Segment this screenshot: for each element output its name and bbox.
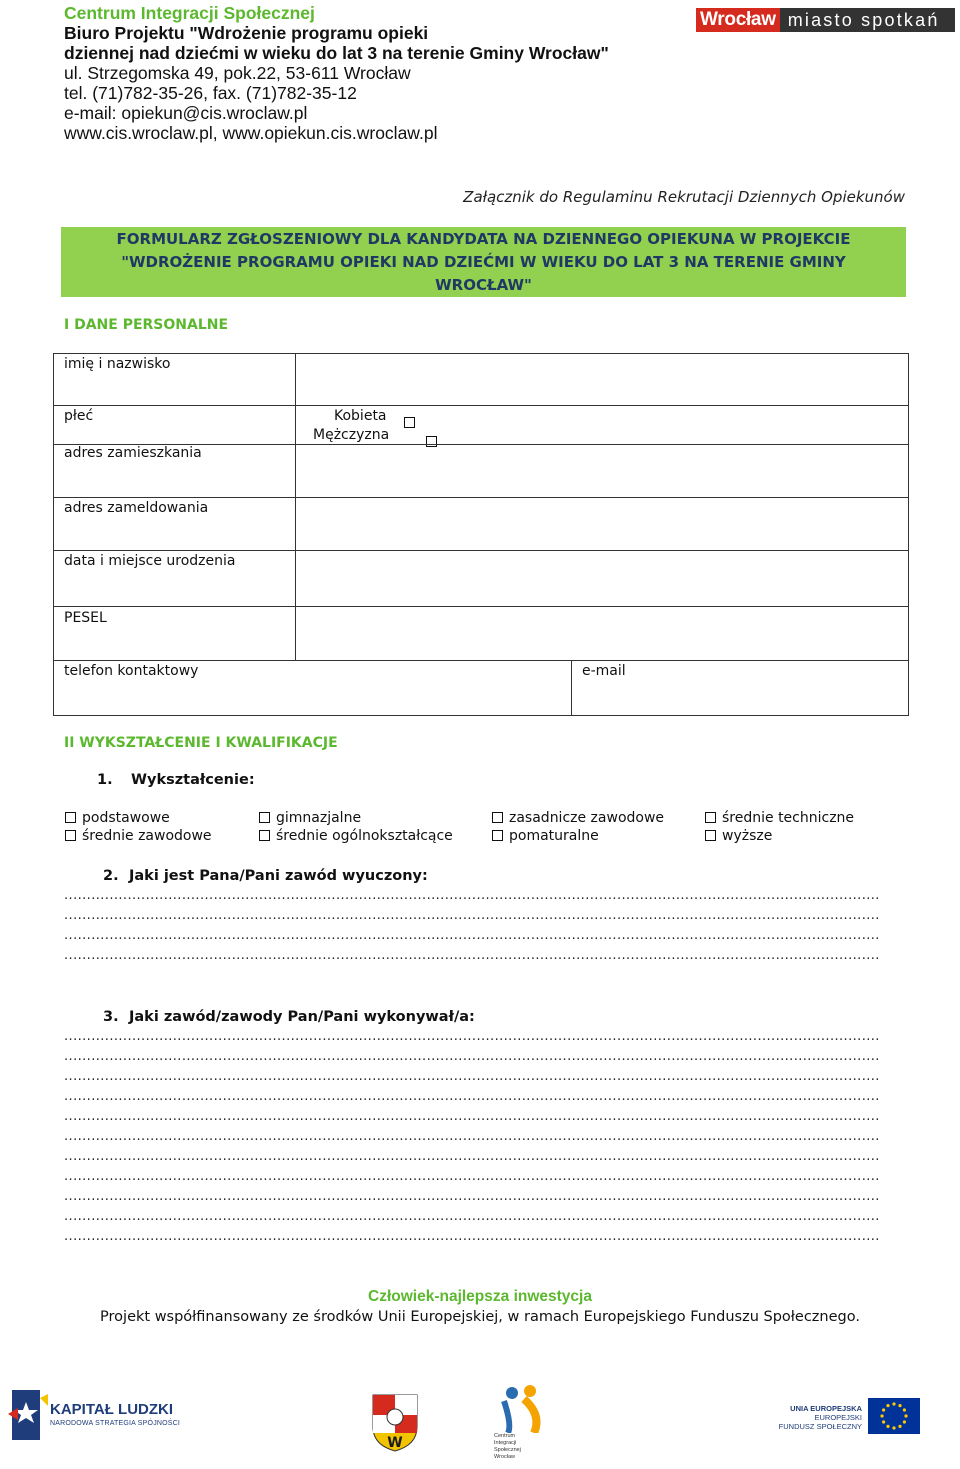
label-gender: płeć [64, 408, 94, 424]
phone-field[interactable] [54, 683, 569, 715]
checkbox-icon[interactable] [705, 830, 716, 841]
answer-line[interactable]: .................................................................................................................................................................................... [64, 1189, 880, 1204]
checkbox-icon[interactable] [259, 830, 270, 841]
wroclaw-city-logo [696, 8, 955, 32]
edu-option[interactable]: średnie techniczne [705, 810, 854, 826]
q3-text: Jaki zawód/zawody Pan/Pani wykonywał/a: [129, 1009, 475, 1025]
section-personal-title: I DANE PERSONALNE [64, 317, 229, 333]
checkbox-icon[interactable] [65, 812, 76, 823]
checkbox-icon[interactable] [259, 812, 270, 823]
address: ul. Strzegomska 49, pok.22, 53-611 Wrocław [64, 63, 411, 83]
checkbox-icon[interactable] [705, 812, 716, 823]
registered-field[interactable] [297, 498, 908, 551]
city-logo-tagline: miasto spotkań [780, 8, 955, 32]
label-email: e-mail [582, 663, 626, 679]
label-birth: data i miejsce urodzenia [64, 553, 236, 569]
label-residence: adres zamieszkania [64, 445, 202, 461]
label-phone: telefon kontaktowy [64, 663, 199, 679]
row-residence [53, 444, 909, 498]
answer-line[interactable]: .................................................................................................................................................................................... [64, 1029, 880, 1044]
websites: www.cis.wroclaw.pl, www.opiekun.cis.wroclaw.pl [64, 123, 438, 143]
q2-number: 2. [103, 868, 119, 884]
kapital-ludzki-emblem-icon [8, 1388, 48, 1444]
personal-data-table [53, 353, 909, 716]
city-crest-icon [370, 1393, 420, 1453]
edu-option[interactable]: wyższe [705, 828, 772, 844]
pesel-field[interactable] [297, 607, 908, 661]
checkbox-icon[interactable] [492, 812, 503, 823]
row-phone-email [53, 660, 909, 716]
org-name: Centrum Integracji Społecznej [64, 3, 315, 23]
answer-line[interactable]: .................................................................................................................................................................................... [64, 1109, 880, 1124]
footer-slogan: Człowiek-najlepsza inwestycja [368, 1288, 592, 1305]
phone-fax: tel. (71)782-35-26, fax. (71)782-35-12 [64, 83, 357, 103]
name-field[interactable] [297, 354, 908, 406]
city-logo-word: Wrocław [696, 8, 780, 32]
row-birth [53, 550, 909, 607]
gender-male-label: Mężczyzna [313, 427, 390, 443]
form-title-band [61, 227, 906, 297]
answer-line[interactable]: .................................................................................................................................................................................... [64, 1049, 880, 1064]
q1-number: 1. [97, 772, 113, 788]
edu-option[interactable]: podstawowe [65, 810, 170, 826]
eu-flag-icon [868, 1398, 920, 1434]
answer-line[interactable]: .................................................................................................................................................................................... [64, 1169, 880, 1184]
label-registered: adres zameldowania [64, 500, 209, 516]
q1-text: Wykształcenie: [131, 772, 255, 788]
answer-line[interactable]: .................................................................................................................................................................................... [64, 1229, 880, 1244]
birth-field[interactable] [297, 551, 908, 607]
edu-option[interactable]: średnie zawodowe [65, 828, 212, 844]
checkbox-icon[interactable] [65, 830, 76, 841]
answer-line[interactable]: .................................................................................................................................................................................... [64, 908, 880, 923]
gender-female-label: Kobieta [334, 408, 387, 424]
answer-line[interactable]: .................................................................................................................................................................................... [64, 948, 880, 963]
residence-field[interactable] [297, 445, 908, 498]
q3-number: 3. [103, 1009, 119, 1025]
edu-option[interactable]: zasadnicze zawodowe [492, 810, 664, 826]
answer-line[interactable]: .................................................................................................................................................................................... [64, 1129, 880, 1144]
email-field[interactable] [573, 683, 908, 715]
row-gender [53, 405, 909, 445]
edu-option[interactable]: średnie ogólnokształcące [259, 828, 453, 844]
edu-option[interactable]: gimnazjalne [259, 810, 361, 826]
kl-title: KAPITAŁ LUDZKI [50, 1401, 174, 1418]
header-contact-block [64, 3, 684, 143]
gender-female-checkbox[interactable] [404, 417, 415, 428]
row-name [53, 353, 909, 406]
project-line-2: dziennej nad dziećmi w wieku do lat 3 na terenie Gminy Wrocław" [64, 43, 609, 63]
form-title: FORMULARZ ZGŁOSZENIOWY DLA KANDYDATA NA DZIENNEGO OPIEKUNA W PROJEKCIE "WDROŻENIE PROGRAMU OPIEKI NAD DZIEĆMI W WIEKU DO LAT 3 NA TERENIE GMINY WROCŁAW" [116, 230, 851, 294]
label-name: imię i nazwisko [64, 356, 171, 372]
checkbox-icon[interactable] [492, 830, 503, 841]
attachment-note: Załącznik do Regulaminu Rekrutacji Dziennych Opiekunów [463, 188, 905, 206]
row-registered [53, 497, 909, 551]
q2-text: Jaki jest Pana/Pani zawód wyuczony: [129, 868, 428, 884]
wroclaw-crest-logo [370, 1393, 420, 1453]
contact-email: e-mail: opiekun@cis.wroclaw.pl [64, 103, 308, 123]
cis-emblem-icon [494, 1385, 552, 1433]
cofunding-note: Projekt współfinansowany ze środków Unii Europejskiej, w ramach Europejskiego Funduszu Społecznego. [100, 1309, 860, 1325]
answer-line[interactable]: .................................................................................................................................................................................... [64, 888, 880, 903]
section-education-title: II WYKSZTAŁCENIE I KWALIFIKACJE [64, 735, 338, 751]
kapital-ludzki-logo [8, 1388, 188, 1444]
project-line-1: Biuro Projektu "Wdrożenie programu opieki [64, 23, 429, 43]
label-pesel: PESEL [64, 610, 107, 626]
answer-line[interactable]: .................................................................................................................................................................................... [64, 1069, 880, 1084]
answer-line[interactable]: .................................................................................................................................................................................... [64, 1149, 880, 1164]
eu-social-fund-logo: UNIA EUROPEJSKA EUROPEJSKI FUNDUSZ SPOŁECZNY [780, 1394, 920, 1440]
answer-line[interactable]: .................................................................................................................................................................................... [64, 1209, 880, 1224]
svg-text:W: W [387, 1435, 403, 1451]
kl-subtitle: NARODOWA STRATEGIA SPÓJNOŚCI [50, 1420, 181, 1427]
edu-option[interactable]: pomaturalne [492, 828, 599, 844]
cis-logo: Centrum Integracji Społecznej Wrocław [494, 1385, 552, 1465]
answer-line[interactable]: .................................................................................................................................................................................... [64, 1089, 880, 1104]
row-pesel [53, 606, 909, 661]
answer-line[interactable]: .................................................................................................................................................................................... [64, 928, 880, 943]
